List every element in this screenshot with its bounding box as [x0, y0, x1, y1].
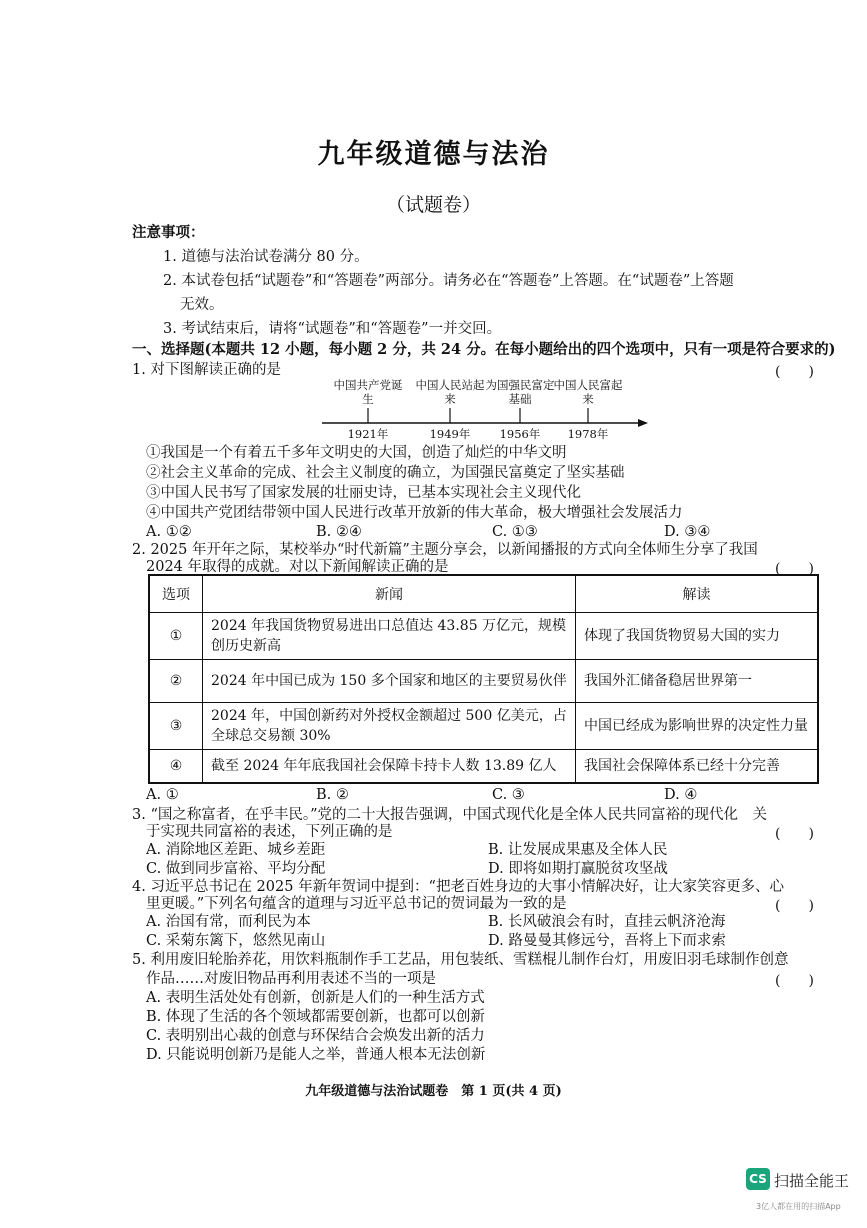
q5-option-b: B. 体现了生活的各个领域都需要创新，也都可以创新: [146, 1009, 485, 1025]
q1-option-c: C. ①③: [492, 524, 538, 540]
q1-statement-3: ③中国人民书写了国家发展的壮丽史诗，已基本实现社会主义现代化: [146, 485, 581, 501]
q2-option-b: B. ②: [316, 787, 349, 803]
row-interp: 体现了我国货物贸易大国的实力: [576, 613, 819, 660]
q4-stem-1: 4. 习近平总书记在 2025 年新年贺词中提到：“把老百姓身边的大事小情解决好，让大家笑容更多、心: [132, 879, 784, 895]
row-option: ①: [149, 613, 203, 660]
table-header-interp: 解读: [576, 575, 819, 613]
q2-option-a: A. ①: [146, 787, 179, 803]
row-option: ④: [149, 750, 203, 784]
q4-option-a: A. 治国有常，而利民为本: [146, 914, 311, 930]
q1-option-d: D. ③④: [664, 524, 711, 540]
q3-stem-2: 于实现共同富裕的表述，下列正确的是: [146, 824, 393, 840]
q2-stem-1: 2. 2025 年开年之际，某校举办“时代新篇”主题分享会，以新闻播报的方式向全体师生分享了我国: [132, 542, 758, 558]
q5-option-d: D. 只能说明创新乃是能人之举，普通人根本无法创新: [146, 1047, 486, 1063]
q1-statement-1: ①我国是一个有着五千多年文明史的大国，创造了灿烂的中华文明: [146, 445, 567, 461]
table-header-row: [149, 575, 818, 613]
notice-item-1: 1. 道德与法治试卷满分 80 分。: [163, 249, 369, 265]
row-news: 2024 年中国已成为 150 多个国家和地区的主要贸易伙伴: [203, 660, 576, 703]
timeline-label-4: 中国人民富起来: [553, 378, 623, 406]
q5-stem-1: 5. 利用废旧轮胎养花，用饮料瓶制作手工艺品，用包装纸、雪糕棍儿制作台灯，用废旧羽毛球制作创意: [132, 952, 789, 968]
q5-option-a: A. 表明生活处处有创新，创新是人们的一种生活方式: [146, 990, 485, 1006]
q3-stem-1: 3. “国之称富者，在乎丰民。”党的二十大报告强调，中国式现代化是全体人民共同富裕的现代化 关: [132, 807, 768, 823]
table-row: [149, 660, 818, 703]
notice-item-2-cont: 无效。: [180, 297, 224, 313]
row-interp: 我国社会保障体系已经十分完善: [576, 750, 819, 784]
timeline-year-2: 1949年: [429, 427, 471, 441]
section-heading: 一、选择题(本题共 12 小题，每小题 2 分，共 24 分。在每小题给出的四个选项中，只有一项是符合要求的): [132, 341, 836, 358]
timeline-year-3: 1956年: [499, 427, 541, 441]
q4-answer-paren: ( ): [775, 898, 814, 914]
q4-stem-2: 里更暖。”下列名句蕴含的道理与习近平总书记的贺词最为一致的是: [146, 896, 567, 912]
notice-item-2: 2. 本试卷包括“试题卷”和“答题卷”两部分。请务必在“答题卷”上答题。在“试题卷”上答题: [163, 273, 734, 289]
timeline-year-4: 1978年: [567, 427, 609, 441]
row-option: ②: [149, 660, 203, 703]
timeline-year-1: 1921年: [347, 427, 389, 441]
q5-answer-paren: ( ): [775, 973, 814, 989]
row-interp: 我国外汇储备稳居世界第一: [576, 660, 819, 703]
row-option: ③: [149, 703, 203, 750]
page-footer: 九年级道德与法治试题卷 第 1 页(共 4 页): [305, 1084, 562, 1099]
watermark-tagline: 3亿人都在用的扫描App: [756, 1202, 841, 1211]
watermark-name: 扫描全能王: [774, 1172, 850, 1190]
q1-option-a: A. ①②: [146, 524, 192, 540]
table-header-news: 新闻: [203, 575, 576, 613]
q1-statement-4: ④中国共产党团结带领中国人民进行改革开放新的伟大革命，极大增强社会发展活力: [146, 505, 683, 521]
row-news: 截至 2024 年年底我国社会保障卡持卡人数 13.89 亿人: [203, 750, 576, 784]
camscanner-logo-icon: CS: [746, 1168, 770, 1190]
table-row: [149, 750, 818, 784]
table-row: [149, 613, 818, 660]
q4-option-c: C. 采菊东篱下，悠然见南山: [146, 933, 326, 949]
q3-option-c: C. 做到同步富裕、平均分配: [146, 861, 326, 877]
q1-stem: 1. 对下图解读正确的是: [132, 362, 281, 378]
q3-option-d: D. 即将如期打赢脱贫攻坚战: [488, 861, 668, 877]
q2-answer-paren: ( ): [775, 561, 814, 577]
q2-option-c: C. ③: [492, 787, 525, 803]
row-interp: 中国已经成为影响世界的决定性力量: [576, 703, 819, 750]
q2-stem-2: 2024 年取得的成就。对以下新闻解读正确的是: [146, 559, 449, 575]
q4-option-b: B. 长风破浪会有时，直挂云帆济沧海: [488, 914, 726, 930]
q4-option-d: D. 路曼曼其修远兮，吾将上下而求索: [488, 933, 726, 949]
timeline-label-1: 中国共产党诞生: [333, 378, 403, 406]
q3-option-b: B. 让发展成果惠及全体人民: [488, 842, 668, 858]
table-row: [149, 703, 818, 750]
notice-heading: 注意事项：: [132, 224, 205, 241]
q2-news-table: [148, 574, 819, 784]
q3-answer-paren: ( ): [775, 826, 814, 842]
notice-item-3: 3. 考试结束后，请将“试题卷”和“答题卷”一并交回。: [163, 321, 502, 337]
q1-option-b: B. ②④: [316, 524, 362, 540]
row-news: 2024 年，中国创新药对外授权金额超过 500 亿美元，占全球总交易额 30%: [203, 703, 576, 750]
timeline-label-3: 为国强民富定基础: [485, 378, 555, 406]
q5-stem-2: 作品……对废旧物品再利用表述不当的一项是: [146, 971, 436, 987]
timeline-label-2: 中国人民站起来: [415, 378, 485, 406]
page-subtitle: （试题卷）: [385, 194, 481, 216]
page-title: 九年级道德与法治: [317, 139, 550, 170]
q5-option-c: C. 表明别出心裁的创意与环保结合会焕发出新的活力: [146, 1028, 485, 1044]
table-header-option: 选项: [149, 575, 203, 613]
q2-option-d: D. ④: [664, 787, 698, 803]
q1-answer-paren: ( ): [775, 364, 814, 380]
q3-option-a: A. 消除地区差距、城乡差距: [146, 842, 326, 858]
q1-statement-2: ②社会主义革命的完成、社会主义制度的确立，为国强民富奠定了坚实基础: [146, 465, 625, 481]
row-news: 2024 年我国货物贸易进出口总值达 43.85 万亿元，规模创历史新高: [203, 613, 576, 660]
